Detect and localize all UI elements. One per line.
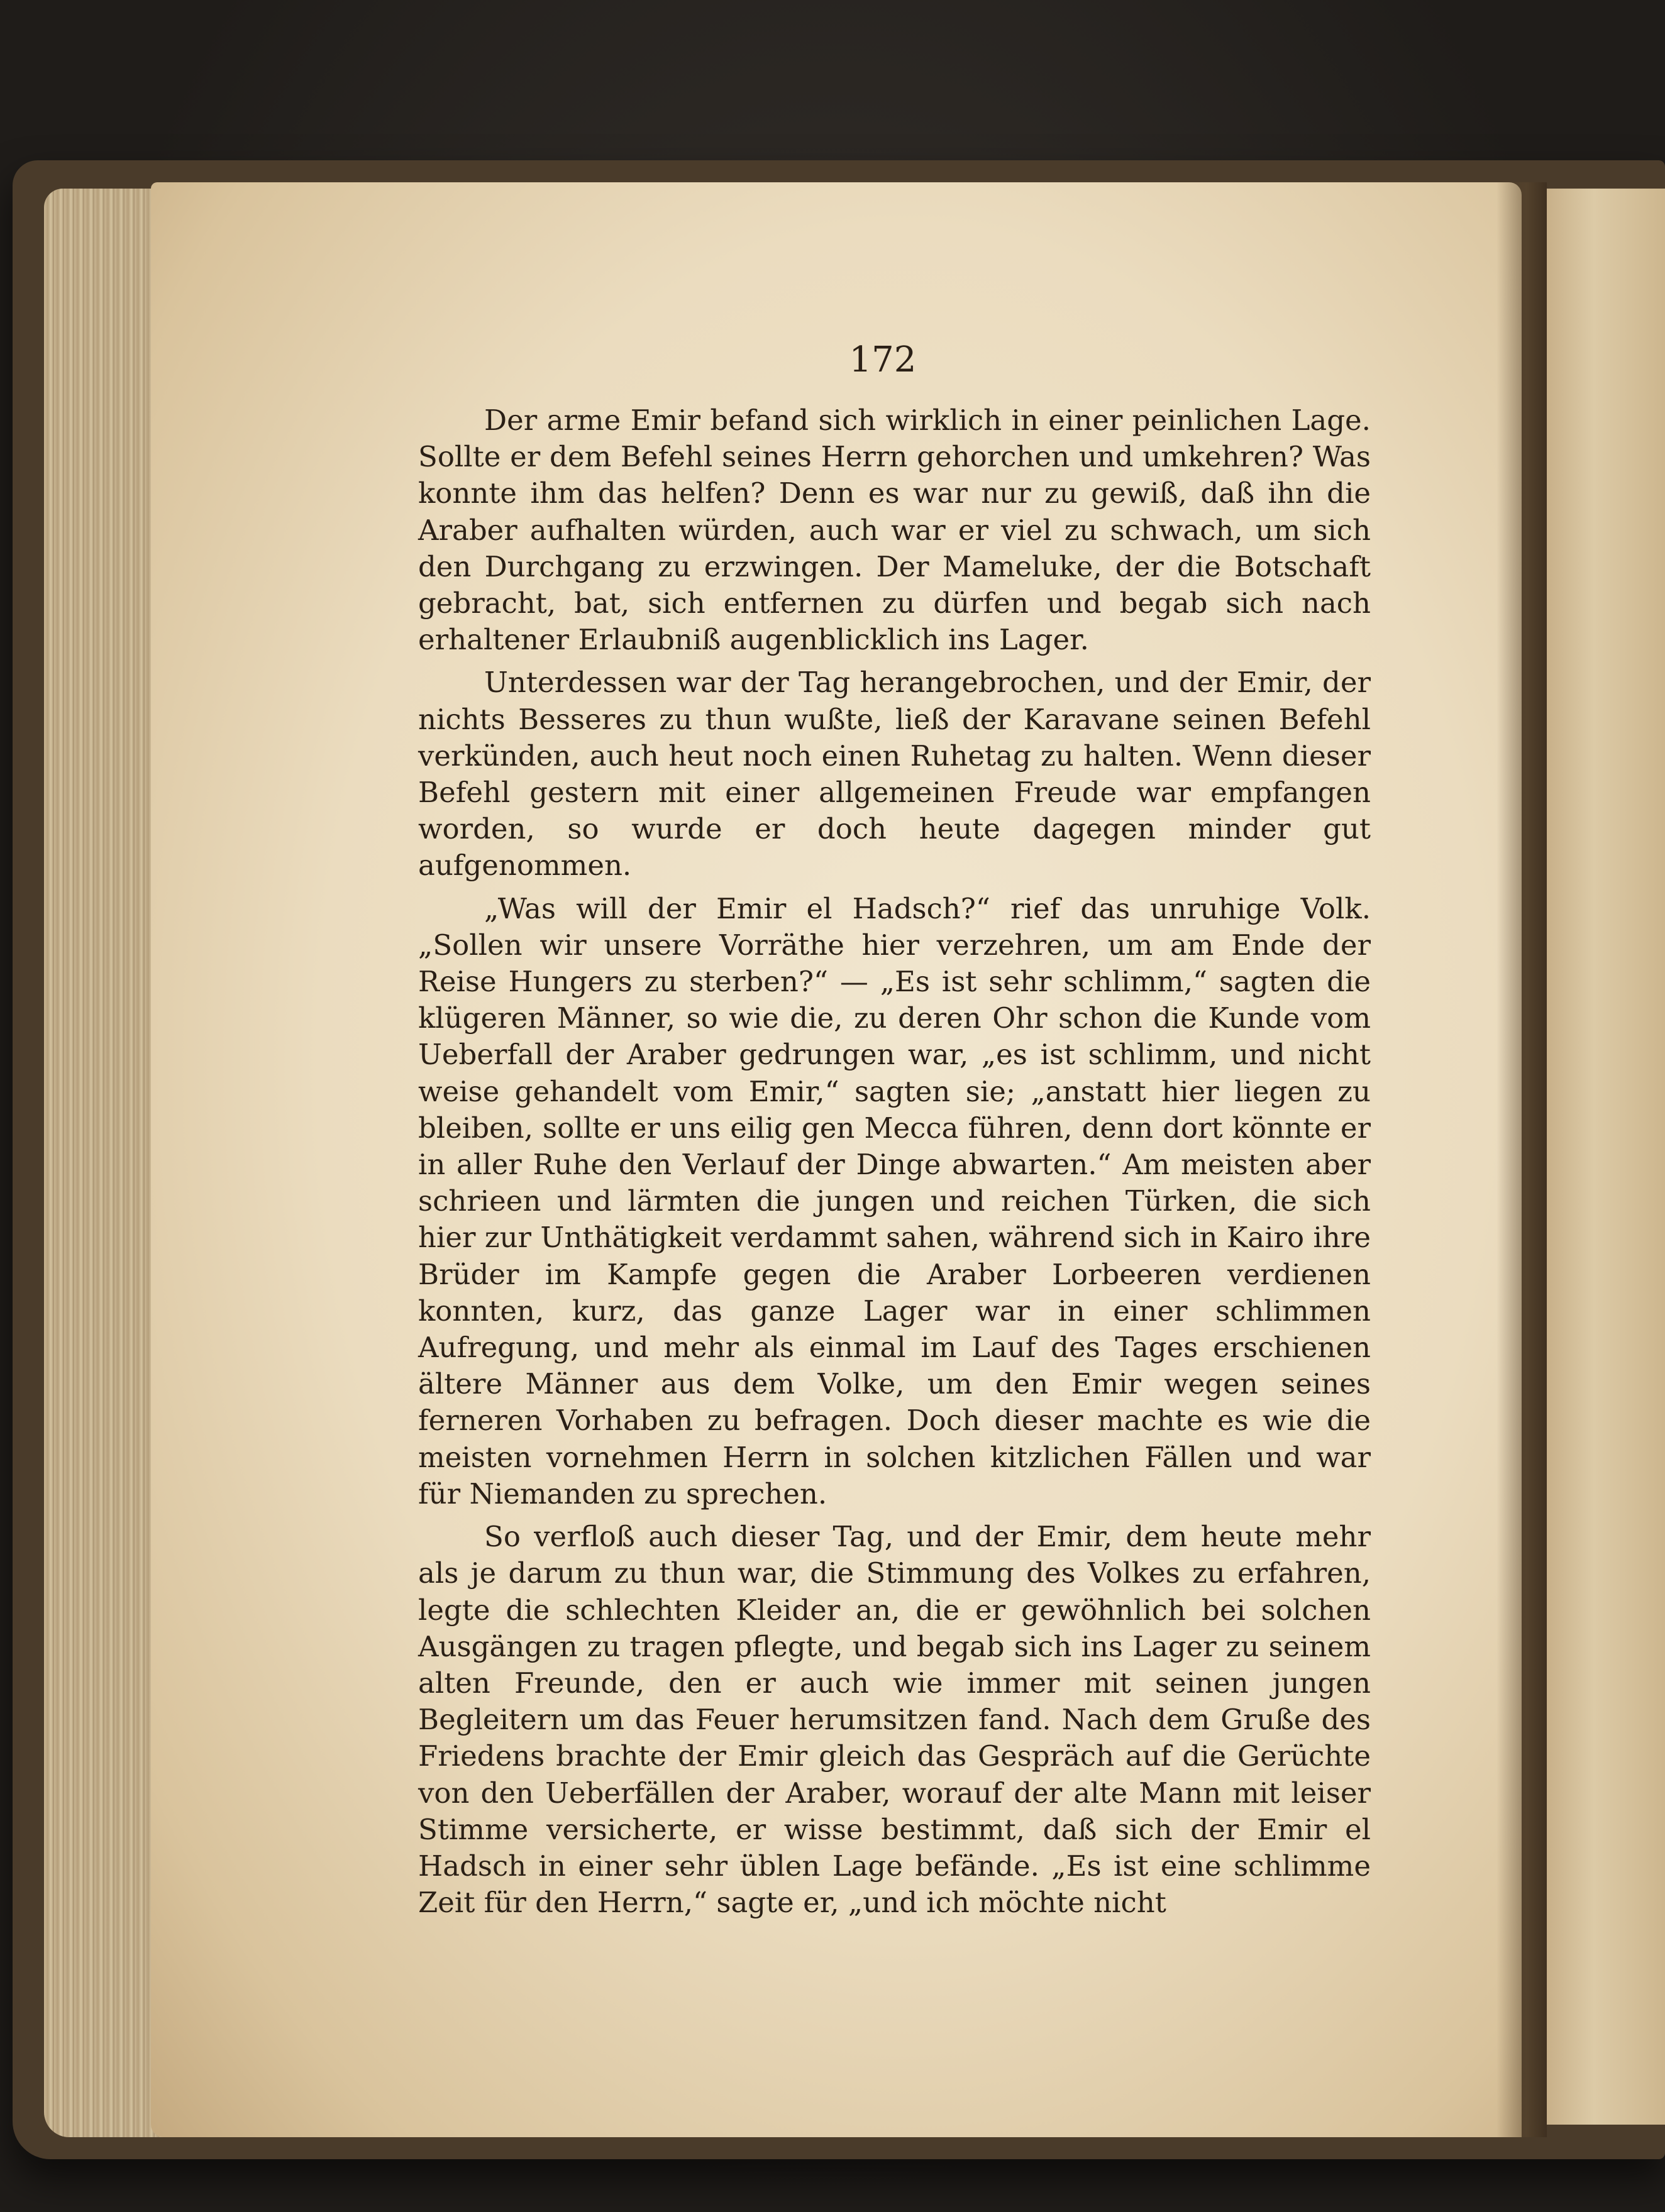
- paragraph-2: Unterdessen war der Tag herangebrochen, und der Emir, der nichts Besseres zu thun wußte, ließ der Karavane seinen Befehl verkünden, auch heut noch einen Ruhetag zu halten. Wenn dieser Befehl gestern mit einer allgemeinen Freude war empfangen worden, so wurde er doch heute dagegen minder gut aufgenommen.: [418, 666, 1371, 883]
- paragraph-3: „Was will der Emir el Hadsch?“ rief das unruhige Volk. „Sollen wir unsere Vorräthe hier verzehren, um am Ende der Reise Hungers zu sterben?“ — „Es ist sehr schlimm,“ sagten die klügeren Männer, so wie die, zu deren Ohr schon die Kunde vom Ueberfall der Araber gedrungen war, „es ist schlimm, und nicht weise gehandelt vom Emir,“ sagten sie; „anstatt hier liegen zu bleiben, sollte er uns eilig gen Mecca führen, denn dort könnte er in aller Ruhe den Verlauf der Dinge abwarten.“ Am meisten aber schrieen und lärmten die jungen und reichen Türken, die sich hier zur Unthätigkeit verdammt sahen, während sich in Kairo ihre Brüder im Kampfe gegen die Araber Lorbeeren verdienen konnten, kurz, das ganze Lager war in einer schlimmen Aufregung, und mehr als einmal im Lauf des Tages erschienen ältere Männer aus dem Volke, um den Emir wegen seines ferneren Vorhaben zu befragen. Doch dieser machte es wie die meisten vornehmen Herrn in solchen kitzlichen Fällen und war für Niemanden zu sprechen.: [418, 891, 1371, 1510]
- paragraph-1: Der arme Emir befand sich wirklich in einer peinlichen Lage. Sollte er dem Befehl seines Herrn gehorchen und umkehren? Was konnte ihm das helfen? Denn es war nur zu gewiß, daß ihn die Araber aufhalten würden, auch war er viel zu schwach, um sich den Durchgang zu erzwingen. Der Mameluke, der die Botschaft gebracht, bat, sich entfernen zu dürfen und begab sich nach erhaltener Erlaubniß augenblicklich ins Lager.: [418, 404, 1371, 657]
- paragraph-4: So verfloß auch dieser Tag, und der Emir, dem heute mehr als je darum zu thun war, die Stimmung des Volkes zu erfahren, legte die schlechten Kleider an, die er gewöhnlich bei solchen Ausgängen zu tragen pflegte, und begab sich ins Lager zu seinem alten Freunde, den er auch wie immer mit seinen jungen Begleitern um das Feuer herumsitzen fand. Nach dem Gruße des Friedens brachte der Emir gleich das Gespräch auf die Gerüchte von den Ueberfällen der Araber, worauf der alte Mann mit leiser Stimme versicherte, er wisse bestimmt, daß sich der Emir el Hadsch in einer sehr üblen Lage befände. „Es ist eine schlimme Zeit für den Herrn,“ sagte er, „und ich möchte nicht: [418, 1520, 1371, 1920]
- book-gutter: [1496, 182, 1547, 2137]
- body-text: [418, 402, 1371, 1921]
- facing-page: [1547, 189, 1665, 2125]
- page-number: 172: [849, 339, 917, 380]
